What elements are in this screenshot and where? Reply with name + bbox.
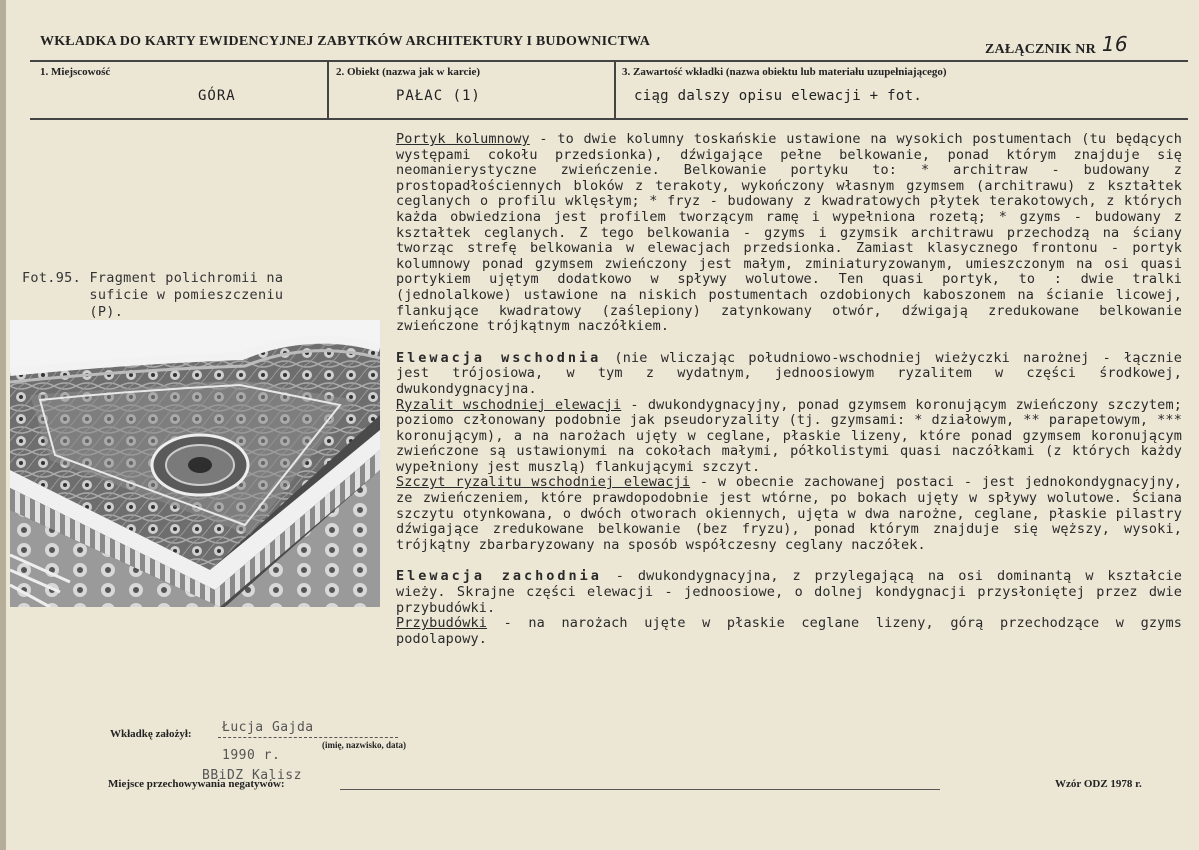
- heading-west-elevation: Elewacja zachodnia: [396, 568, 602, 585]
- field-value-content: ciąg dalszy opisu elewacji + fot.: [634, 88, 923, 104]
- storage-label: Miejsce przechowywania negatywów:: [108, 778, 285, 790]
- text-gable: - w obecnie zachowanej postaci - jest jednokondygnacyjny, ze zwieńczeniem, które prawdopodobnie jest wtórne, po bokach ujęty w spływy wolutowe. Ściana szczytu otynkowana, o dwóch otworach okiennych, ujęta w dwa narożne, ceglane, płaskie pilastry dźwigające zredukowane belkowanie (bez fryzu), ponad którym znajduje się węższy, wysoki, trójkątny zbarbaryzowany na sposób współczesny ceglany naczółek.: [396, 474, 1182, 553]
- heading-east-risalit: Ryzalit wschodniej elewacji: [396, 396, 622, 413]
- form-label: Wzór ODZ 1978 r.: [1055, 778, 1142, 790]
- photo-caption-line3: (P).: [89, 304, 124, 320]
- paragraph-gap: [396, 335, 1182, 351]
- paragraph-gable: [396, 475, 1182, 553]
- heading-gable: Szczyt ryzalitu wschodniej elewacji: [396, 474, 691, 491]
- header-bottom-rule: [30, 118, 1188, 120]
- paragraph-west-elevation: [396, 569, 1182, 616]
- text-east-risalit: - dwukondygnacyjny, ponad gzymsem koronującym zwieńczony szczytem; poziomo członowany podobnie jak pseudoryzality (tj. gzymsami: * działowym, ** parapetowym, *** koronującym), a na narożach ujęty w ceglane, płaskie lizeny, które ponad gzymsem koronującym zwieńczone są ustawionymi na cokołach małymi, półkolistymi quasi naczółkami (z których każdy wypełniony jest muszlą) flankującymi szczyt.: [396, 396, 1183, 475]
- paragraph-portico: [396, 132, 1182, 335]
- attachment-label: [985, 34, 1128, 58]
- description-text: [396, 132, 1182, 647]
- field-value-locality: GÓRA: [198, 88, 236, 104]
- photo-caption: [22, 270, 283, 321]
- paragraph-east-risalit: [396, 398, 1182, 476]
- field-label-locality: 1. Miejscowość: [40, 66, 111, 78]
- author-value: Łucja Gajda: [222, 720, 314, 735]
- ceiling-photo: [10, 320, 380, 607]
- text-portico: - to dwie kolumny toskańskie ustawione na wysokich postumentach (tu będących występami cokołu przedsionka), dźwigające pełne belkowanie, ponad którym znajduje się neomanierystyczne zwieńczenie. Belkowanie portyku to: * architraw - budowany z prostopadłościennych bloków z terakoty, wykończony własnym gzymsem (architrawu) z kształtek ceglanych o profilu wklęsłym; * fryz - budowany z kwadratowych płytek terakotowych, z których każda obwiedziona jest profilem tworzącym ramę i wypełniona rozetą; * gzyms - budowany z kształtek ceglanych. Z tego belkowania - gzyms i gzymsik architrawu przechodzą na ściany tworząc strefę belkowania w elewacjach przedsionka. Zamiast klasycznego frontonu - portyk kolumnowy ponad gzymsem zwieńczony jest małym, zminiaturyzowanym, umieszczonym na osi quasi portykiem ujętym dodatkowo w spływy wolutowe. Ten quasi portyk, to : dwie tralki (jednolalkowe) ustawione na niskich postumentach ozdobionych kaboszonem na ścianie licowej, flankujące kwadratowy (zaślepiony) zatynkowany otwór, dźwigają zredukowane belkowanie zwieńczone trójkątnym naczółkiem.: [396, 131, 1182, 335]
- heading-annexes: Przybudówki: [396, 615, 488, 632]
- date-value: 1990 r.: [222, 748, 281, 763]
- text-east-elevation: (nie wliczając południowo-wschodniej wieżyczki narożnej - łącznie jest trójosiowa, w tym z wydatnym, jednoosiowym ryzalitem w części środkowej, dwukondygnacyjna.: [396, 349, 1182, 397]
- author-hint: (imię, nazwisko, data): [322, 740, 406, 750]
- field-label-content: 3. Zawartość wkładki (nazwa obiektu lub materiału uzupełniającego): [622, 66, 947, 78]
- header-top-rule: [30, 60, 1188, 62]
- author-label: Wkładkę założył:: [110, 728, 192, 740]
- field-divider-1: [327, 62, 329, 118]
- card-title: WKŁADKA DO KARTY EWIDENCYJNEJ ZABYTKÓW ARCHITEKTURY I BUDOWNICTWA: [40, 34, 651, 49]
- field-value-object: PAŁAC (1): [396, 88, 481, 104]
- photo-number: Fot.95.: [22, 270, 81, 286]
- text-annexes: - na narożach ujęte w płaskie ceglane lizeny, górą przechodzące w gzyms podolapowy.: [396, 615, 1182, 647]
- paragraph-east-elevation: [396, 351, 1182, 398]
- ceiling-photo-image: [10, 320, 380, 607]
- field-divider-2: [614, 62, 616, 118]
- photo-caption-line1: Fragment polichromii na: [89, 270, 284, 286]
- paragraph-annexes: [396, 616, 1182, 647]
- attachment-label-text: ZAŁĄCZNIK NR: [985, 42, 1096, 57]
- heading-portico: Portyk kolumnowy: [396, 131, 530, 147]
- heading-east-elevation: Elewacja wschodnia: [396, 349, 602, 366]
- attachment-number: 16: [1101, 32, 1128, 56]
- text-west-elevation: - dwukondygnacyjna, z przylegającą na osi dominantą w kształcie wieży. Skrajne części elewacji - jednoosiowe, o dolnej kondygnacji przysłoniętej przez dwie przybudówki.: [396, 568, 1182, 616]
- paragraph-gap: [396, 553, 1182, 569]
- storage-value: BBiDZ Kalisz: [202, 768, 302, 783]
- photo-caption-line2: suficie w pomieszczeniu: [89, 287, 284, 303]
- field-label-object: 2. Obiekt (nazwa jak w karcie): [336, 66, 481, 78]
- author-line: [218, 737, 398, 738]
- storage-line: [340, 789, 940, 790]
